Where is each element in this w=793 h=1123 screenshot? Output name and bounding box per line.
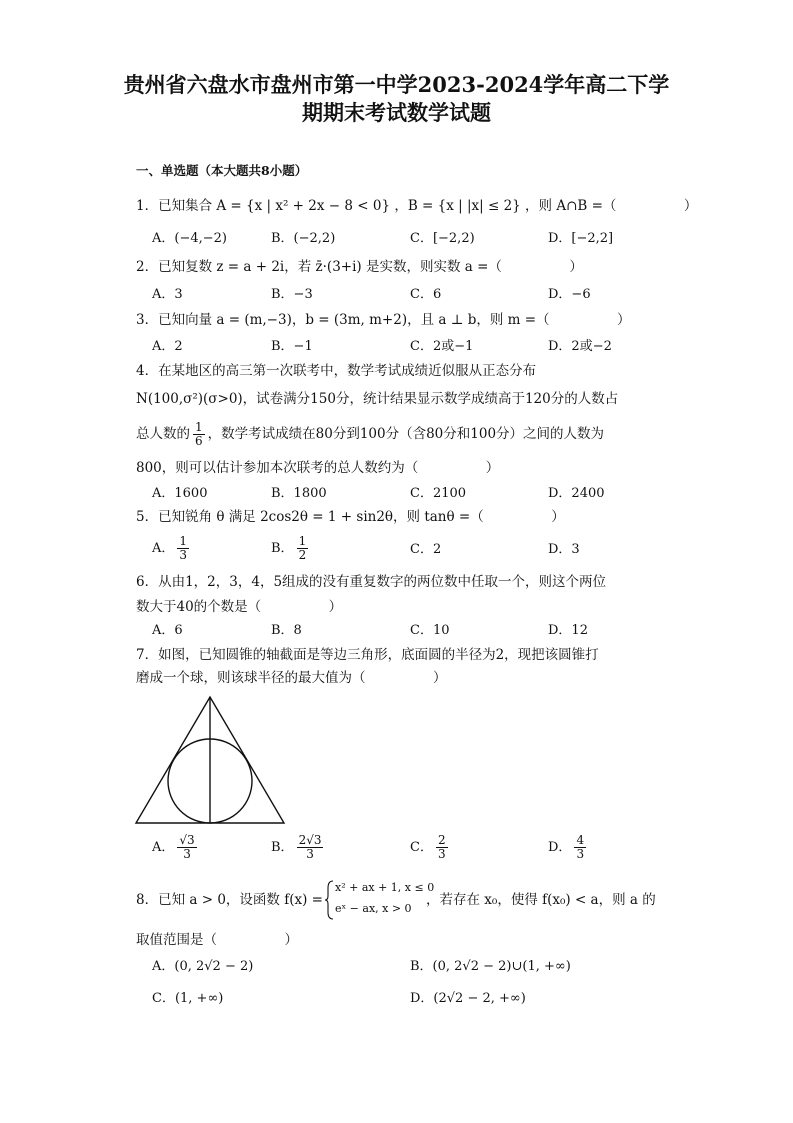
- q5-option-b: B． $\frac{1}{2}$: [271, 534, 307, 562]
- q4-stem-line4: 800，则可以估计参加本次联考的总人数约为（ ）: [136, 460, 500, 476]
- q3-stem: 3．已知向量 a = (m,−3)，b = (3m, m+2)，且 a ⊥ b，则 m =（ ）: [136, 312, 631, 328]
- q8-option-a: A．(0, 2√2 − 2): [152, 959, 254, 974]
- section-heading: 一、单选题（本大题共8小题）: [136, 163, 308, 178]
- q8-piece-1: x² + ax + 1, x ≤ 0: [335, 881, 435, 894]
- document-title-line1: 贵州省六盘水市盘州市第一中学2023-2024学年高二下学: [123, 72, 670, 97]
- q4-stem-line3-end: ，数学考试成绩在80分到100分（含80分和100分）之间的人数为: [207, 426, 605, 442]
- q6-option-d: D．12: [548, 623, 588, 638]
- q8-stem-start: 8．已知 a > 0，设函数 f(x) =: [136, 892, 323, 908]
- q4-stem-line3-start: 总人数的: [136, 426, 190, 442]
- q7-option-d-fraction: $\frac{4}{3}$: [576, 833, 585, 861]
- q8-option-b: B．(0, 2√2 − 2)∪(1, +∞): [410, 959, 571, 974]
- q7-stem-line2: 磨成一个球，则该球半径的最大值为（ ）: [136, 670, 447, 686]
- q5-option-a-fraction: $\frac{1}{3}$: [179, 534, 188, 562]
- q1-stem: 1．已知集合 A = {x | x² + 2x − 8 < 0} ，B = {x | |x| ≤ 2} ，则 A∩B =（ ）: [136, 198, 698, 214]
- q1-option-d: D．[−2,2]: [548, 231, 614, 246]
- q5-stem: 5．已知锐角 θ 满足 2cos2θ = 1 + sin2θ，则 tanθ =（ ）: [136, 509, 565, 525]
- q4-option-c: C．2100: [410, 486, 467, 501]
- q4-stem-line2: N(100,σ²)(σ>0)，试卷满分150分，统计结果显示数学成绩高于120分的人数占: [136, 391, 619, 407]
- q5-option-d: D．3: [548, 542, 580, 557]
- q4-option-b: B．1800: [271, 486, 327, 501]
- q4-stem-line3: [136, 421, 604, 448]
- q7-option-b: B． $\frac{2√3}{3}$: [271, 833, 322, 861]
- q3-option-d: D．2或−2: [548, 339, 612, 354]
- q6-option-b: B．8: [271, 623, 302, 638]
- q4-stem-line1: 4．在某地区的高三第一次联考中，数学考试成绩近似服从正态分布: [136, 363, 537, 379]
- q7-stem-line1: 7．如图，已知圆锥的轴截面是等边三角形，底面圆的半径为2，现把该圆锥打: [136, 647, 599, 663]
- q3-option-a: A．2: [152, 339, 183, 354]
- q8-option-d: D．(2√2 − 2, +∞): [410, 991, 526, 1006]
- q5-option-b-fraction: $\frac{1}{2}$: [298, 534, 307, 562]
- q6-option-a: A．6: [152, 623, 183, 638]
- q2-option-d: D．−6: [548, 287, 591, 302]
- q7-option-d: D． $\frac{4}{3}$: [548, 833, 585, 861]
- q3-option-b: B．−1: [271, 339, 313, 354]
- q4-option-d: D．2400: [548, 486, 605, 501]
- piecewise-brace: [324, 880, 334, 920]
- q7-option-a-fraction: $\frac{√3}{3}$: [179, 833, 195, 861]
- q7-option-c: C． $\frac{2}{3}$: [410, 833, 446, 861]
- q5-option-c: C．2: [410, 542, 442, 557]
- q4-option-a: A．1600: [152, 486, 208, 501]
- q5-option-a: A． $\frac{1}{3}$: [152, 534, 188, 562]
- q4-fraction: $\frac{1}{6}$: [195, 420, 203, 448]
- q8-stem-line2: 取值范围是（ ）: [136, 932, 298, 948]
- q2-option-b: B．−3: [271, 287, 313, 302]
- q8-option-c: C．(1, +∞): [152, 991, 224, 1006]
- q6-stem-line1: 6．从由1，2，3，4，5组成的没有重复数字的两位数中任取一个，则这个两位: [136, 574, 607, 590]
- q1-option-c: C．[−2,2): [410, 231, 475, 246]
- q7-option-b-fraction: $\frac{2√3}{3}$: [298, 833, 322, 861]
- document-title-line2: 期期末考试数学试题: [302, 100, 491, 125]
- q7-option-c-fraction: $\frac{2}{3}$: [437, 833, 446, 861]
- q1-option-b: B．(−2,2): [271, 231, 336, 246]
- q2-stem: 2．已知复数 z = a + 2i，若 z̄·(3+i) 是实数，则实数 a =（ ）: [136, 259, 583, 275]
- q7-option-a: A． $\frac{√3}{3}$: [152, 833, 195, 861]
- q2-option-a: A．3: [152, 287, 183, 302]
- q2-option-c: C．6: [410, 287, 442, 302]
- q8-stem-end: ，若存在 x₀，使得 f(x₀) < a，则 a 的: [426, 892, 656, 908]
- cone-cross-section-figure: [134, 695, 288, 827]
- q6-stem-line2: 数大于40的个数是（ ）: [136, 599, 343, 615]
- q8-piece-2: eˣ − ax, x > 0: [335, 902, 412, 915]
- q3-option-c: C．2或−1: [410, 339, 474, 354]
- q6-option-c: C．10: [410, 623, 450, 638]
- q1-option-a: A．(−4,−2): [152, 231, 227, 246]
